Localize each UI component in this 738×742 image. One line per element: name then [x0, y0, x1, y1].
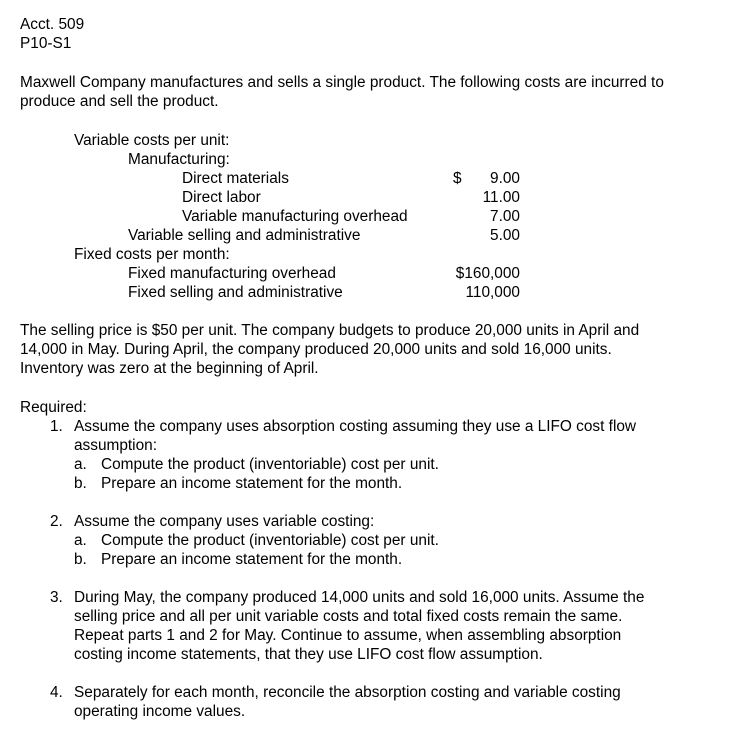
manufacturing-heading: Manufacturing: [128, 151, 230, 168]
scenario-line-1: The selling price is $50 per unit. The company budgets to produce 20,000 units in April and [20, 322, 640, 339]
cost-value-variable-selling-admin: 5.00 [490, 227, 520, 244]
q1-line-1: Assume the company uses absorption costing assuming they use a LIFO cost flow [74, 418, 637, 435]
list-number: 1. [50, 418, 63, 435]
cost-value-fixed-mfg-overhead: $160,000 [455, 265, 520, 282]
sub-label: a. [74, 456, 87, 473]
cost-value-fixed-selling-admin: 110,000 [465, 284, 520, 301]
cost-label-variable-mfg-overhead: Variable manufacturing overhead [182, 208, 408, 225]
list-number: 4. [50, 684, 63, 701]
q3-line-3: Repeat parts 1 and 2 for May. Continue to assume, when assembling absorption [74, 627, 622, 644]
q3-line-1: During May, the company produced 14,000 units and sold 16,000 units. Assume the [74, 589, 645, 606]
intro-line-2: produce and sell the product. [20, 93, 219, 110]
cost-value-direct-labor: 11.00 [482, 189, 520, 206]
cost-label-fixed-selling-admin: Fixed selling and administrative [128, 284, 343, 301]
q4-line-1: Separately for each month, reconcile the absorption costing and variable costing [74, 684, 621, 701]
q2-a-text: Compute the product (inventoriable) cost per unit. [101, 532, 439, 549]
intro-line-1: Maxwell Company manufactures and sells a single product. The following costs are incurred to [20, 74, 664, 91]
cost-label-direct-materials: Direct materials [182, 170, 289, 187]
cost-label-variable-selling-admin: Variable selling and administrative [128, 227, 361, 244]
sub-label: a. [74, 532, 87, 549]
sub-label: b. [74, 475, 87, 492]
q4-line-2: operating income values. [74, 703, 246, 720]
list-number: 2. [50, 513, 63, 530]
cost-label-direct-labor: Direct labor [182, 189, 261, 206]
variable-costs-heading: Variable costs per unit: [74, 132, 230, 149]
problem-code: P10-S1 [20, 35, 72, 52]
cost-label-fixed-mfg-overhead: Fixed manufacturing overhead [128, 265, 336, 282]
q1-b-text: Prepare an income statement for the month. [101, 475, 403, 492]
q2-line-1: Assume the company uses variable costing: [74, 513, 375, 530]
q2-b-text: Prepare an income statement for the month. [101, 551, 403, 568]
q1-line-2: assumption: [74, 437, 157, 454]
scenario-line-2: 14,000 in May. During April, the company produced 20,000 units and sold 16,000 units. [20, 341, 612, 358]
sub-label: b. [74, 551, 87, 568]
q1-a-text: Compute the product (inventoriable) cost per unit. [101, 456, 439, 473]
course-code: Acct. 509 [20, 16, 85, 33]
required-heading: Required: [20, 399, 87, 416]
scenario-line-3: Inventory was zero at the beginning of April. [20, 360, 319, 377]
fixed-costs-heading: Fixed costs per month: [74, 246, 230, 263]
cost-value-variable-mfg-overhead: 7.00 [490, 208, 520, 225]
q3-line-2: selling price and all per unit variable costs and total fixed costs remain the same. [74, 608, 623, 625]
list-number: 3. [50, 589, 63, 606]
q3-line-4: costing income statements, that they use LIFO cost flow assumption. [74, 646, 543, 663]
cost-value-direct-materials: 9.00 [490, 170, 520, 187]
dollar-sign: $ [453, 170, 462, 187]
